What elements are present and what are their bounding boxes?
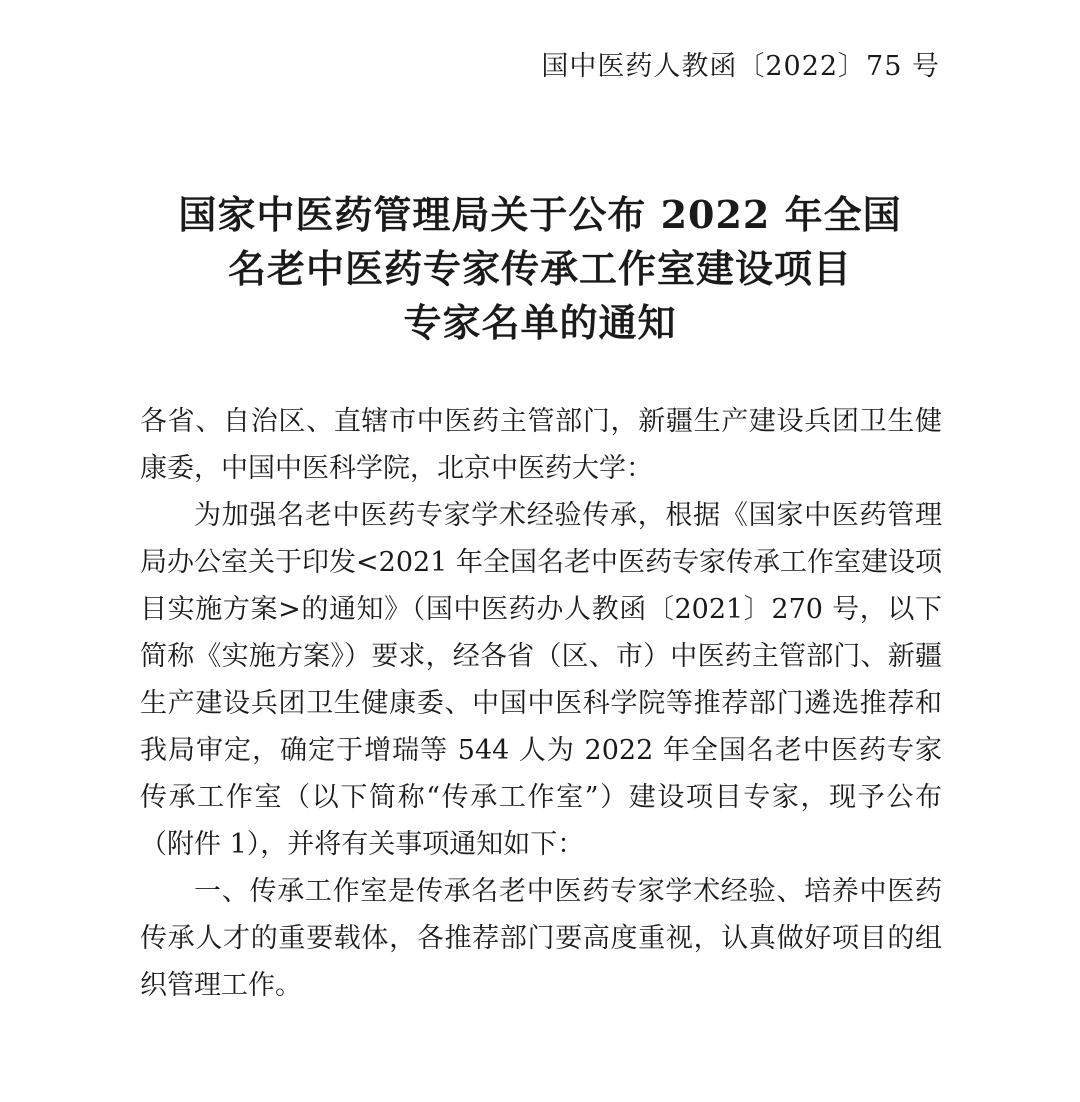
document-body — [140, 398, 942, 1009]
document-number: 国中医药人教函〔2022〕75 号 — [541, 51, 940, 82]
title-line: 国家中医药管理局关于公布 2022 年全国 — [178, 192, 902, 237]
body-paragraph: 一、传承工作室是传承名老中医药专家学术经验、培养中医药传承人才的重要载体，各推荐部门要高度重视，认真做好项目的组织管理工作。 — [140, 876, 942, 1001]
document-title — [0, 188, 1080, 350]
title-line: 名老中医药专家传承工作室建设项目 — [227, 246, 852, 291]
addressee: 各省、自治区、直辖市中医药主管部门，新疆生产建设兵团卫生健康委，中国中医科学院，北京中医药大学： — [140, 406, 942, 484]
title-line: 专家名单的通知 — [403, 300, 677, 345]
body-paragraph: 为加强名老中医药专家学术经验传承，根据《国家中医药管理局办公室关于印发<2021 年全国名老中医药专家传承工作室建设项目实施方案>的通知》（国中医药办人教函〔2021〕270 号，以下简称《实施方案》）要求，经各省（区、市）中医药主管部门、新疆生产建设兵团卫生健康委、中国中医科学院等推荐部门遴选推荐和我局审定，确定于增瑞等 544 人为 2022 年全国名老中医药专家传承工作室（以下简称“传承工作室”）建设项目专家，现予公布（附件 1），并将有关事项通知如下： — [140, 500, 942, 860]
